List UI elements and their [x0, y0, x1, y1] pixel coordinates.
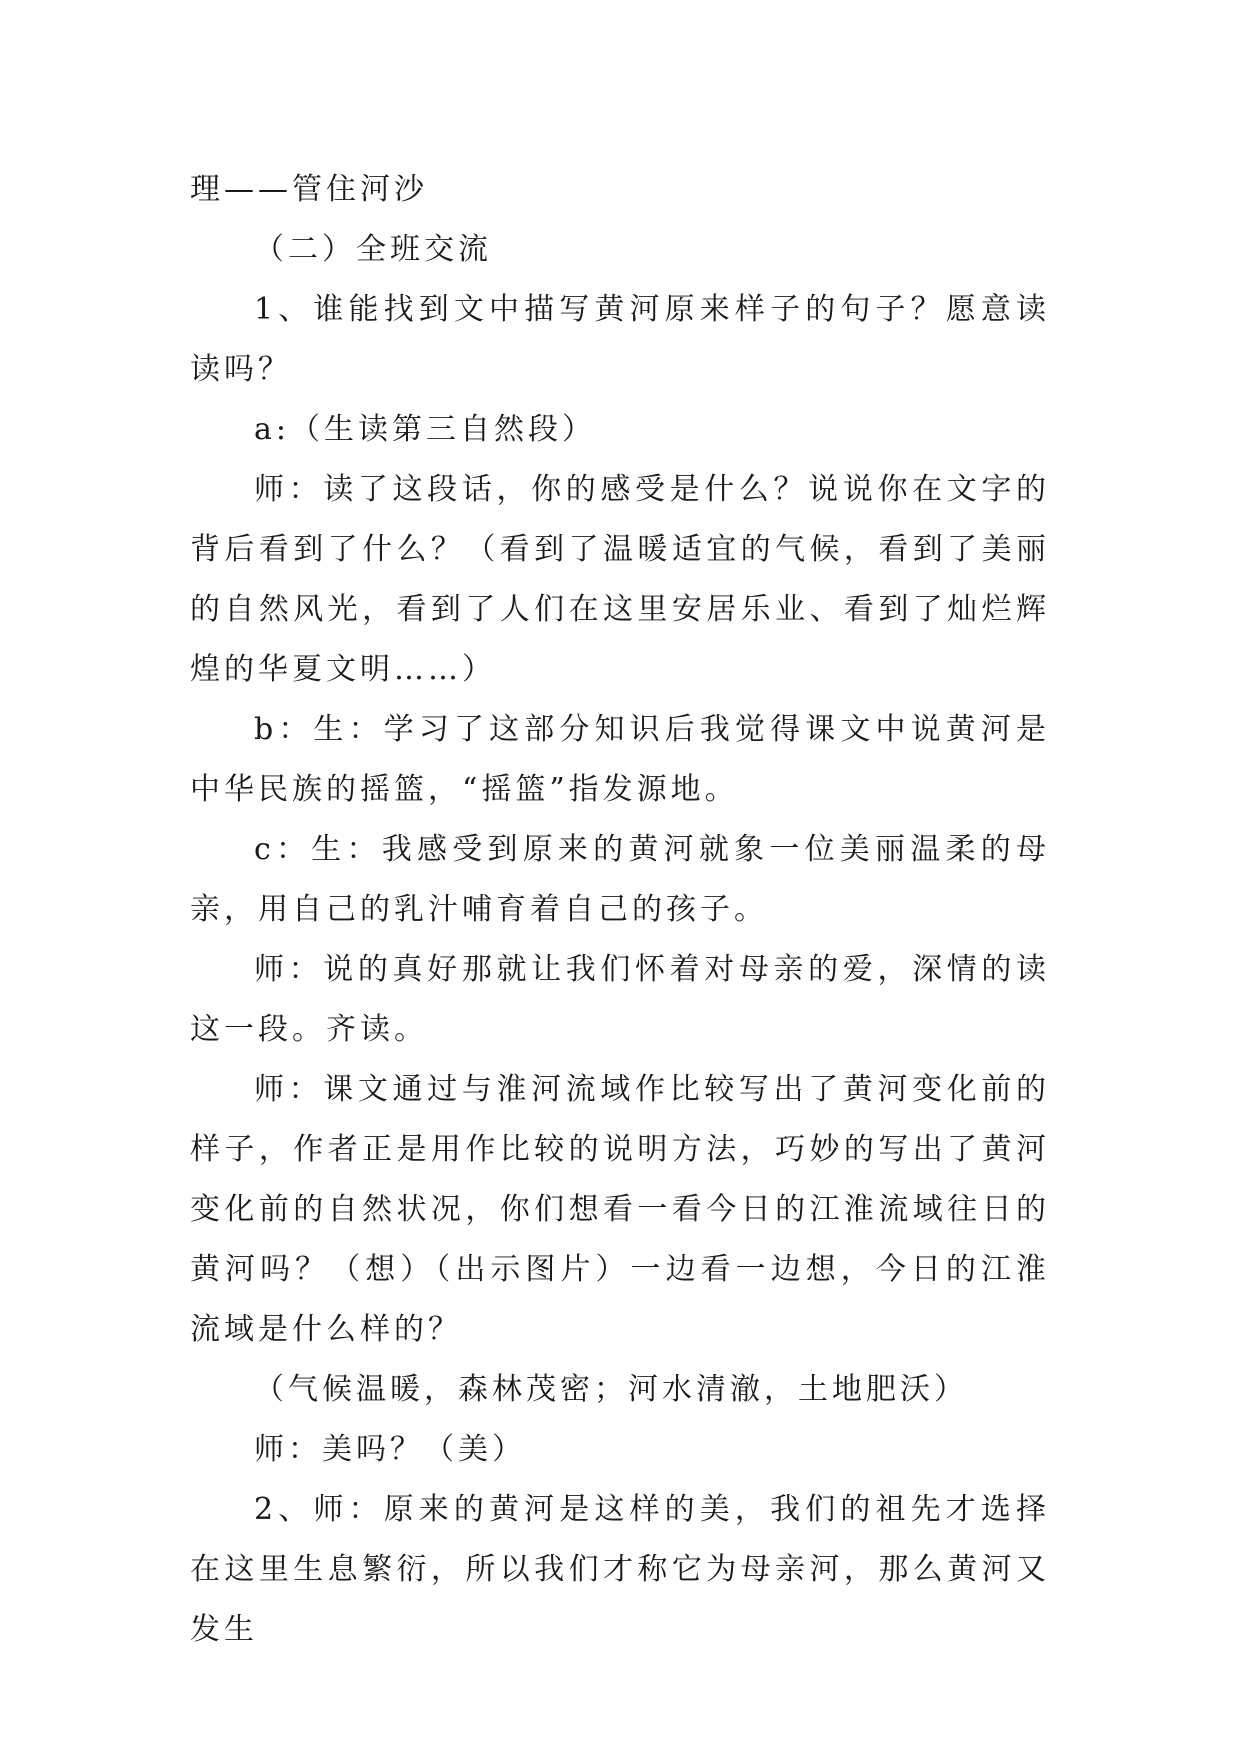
- paragraph-continuation: 理——管住河沙: [190, 172, 428, 207]
- paragraph: 2、师：原来的黄河是这样的美，我们的祖先才选择在这里生息繁衍，所以我们才称它为母亲河，那么黄河又发生: [190, 1492, 1050, 1647]
- paragraph: 1、谁能找到文中描写黄河原来样子的句子？愿意读读吗？: [190, 292, 1050, 387]
- document-page: [190, 160, 1050, 1660]
- paragraph: c：生：我感受到原来的黄河就象一位美丽温柔的母亲，用自己的乳汁哺育着自己的孩子。: [190, 832, 1050, 927]
- paragraph: a:（生读第三自然段）: [254, 412, 596, 447]
- paragraph: 师：读了这段话，你的感受是什么？说说你在文字的背后看到了什么？（看到了温暖适宜的气候，看到了美丽的自然风光，看到了人们在这里安居乐业、看到了灿烂辉煌的华夏文明……）: [190, 472, 1050, 687]
- section-heading: （二）全班交流: [254, 232, 492, 267]
- paragraph: 师：说的真好那就让我们怀着对母亲的爱，深情的读这一段。齐读。: [190, 952, 1050, 1047]
- paragraph: 师：美吗？（美）: [254, 1432, 526, 1467]
- paragraph: 师：课文通过与淮河流域作比较写出了黄河变化前的样子，作者正是用作比较的说明方法，巧妙的写出了黄河变化前的自然状况，你们想看一看今日的江淮流域往日的黄河吗？（想）（出示图片）一边看一边想，今日的江淮流域是什么样的？: [190, 1072, 1050, 1347]
- paragraph: （气候温暖，森林茂密；河水清澈，土地肥沃）: [254, 1372, 968, 1407]
- paragraph: b：生：学习了这部分知识后我觉得课文中说黄河是中华民族的摇篮，“摇篮”指发源地。: [190, 712, 1050, 807]
